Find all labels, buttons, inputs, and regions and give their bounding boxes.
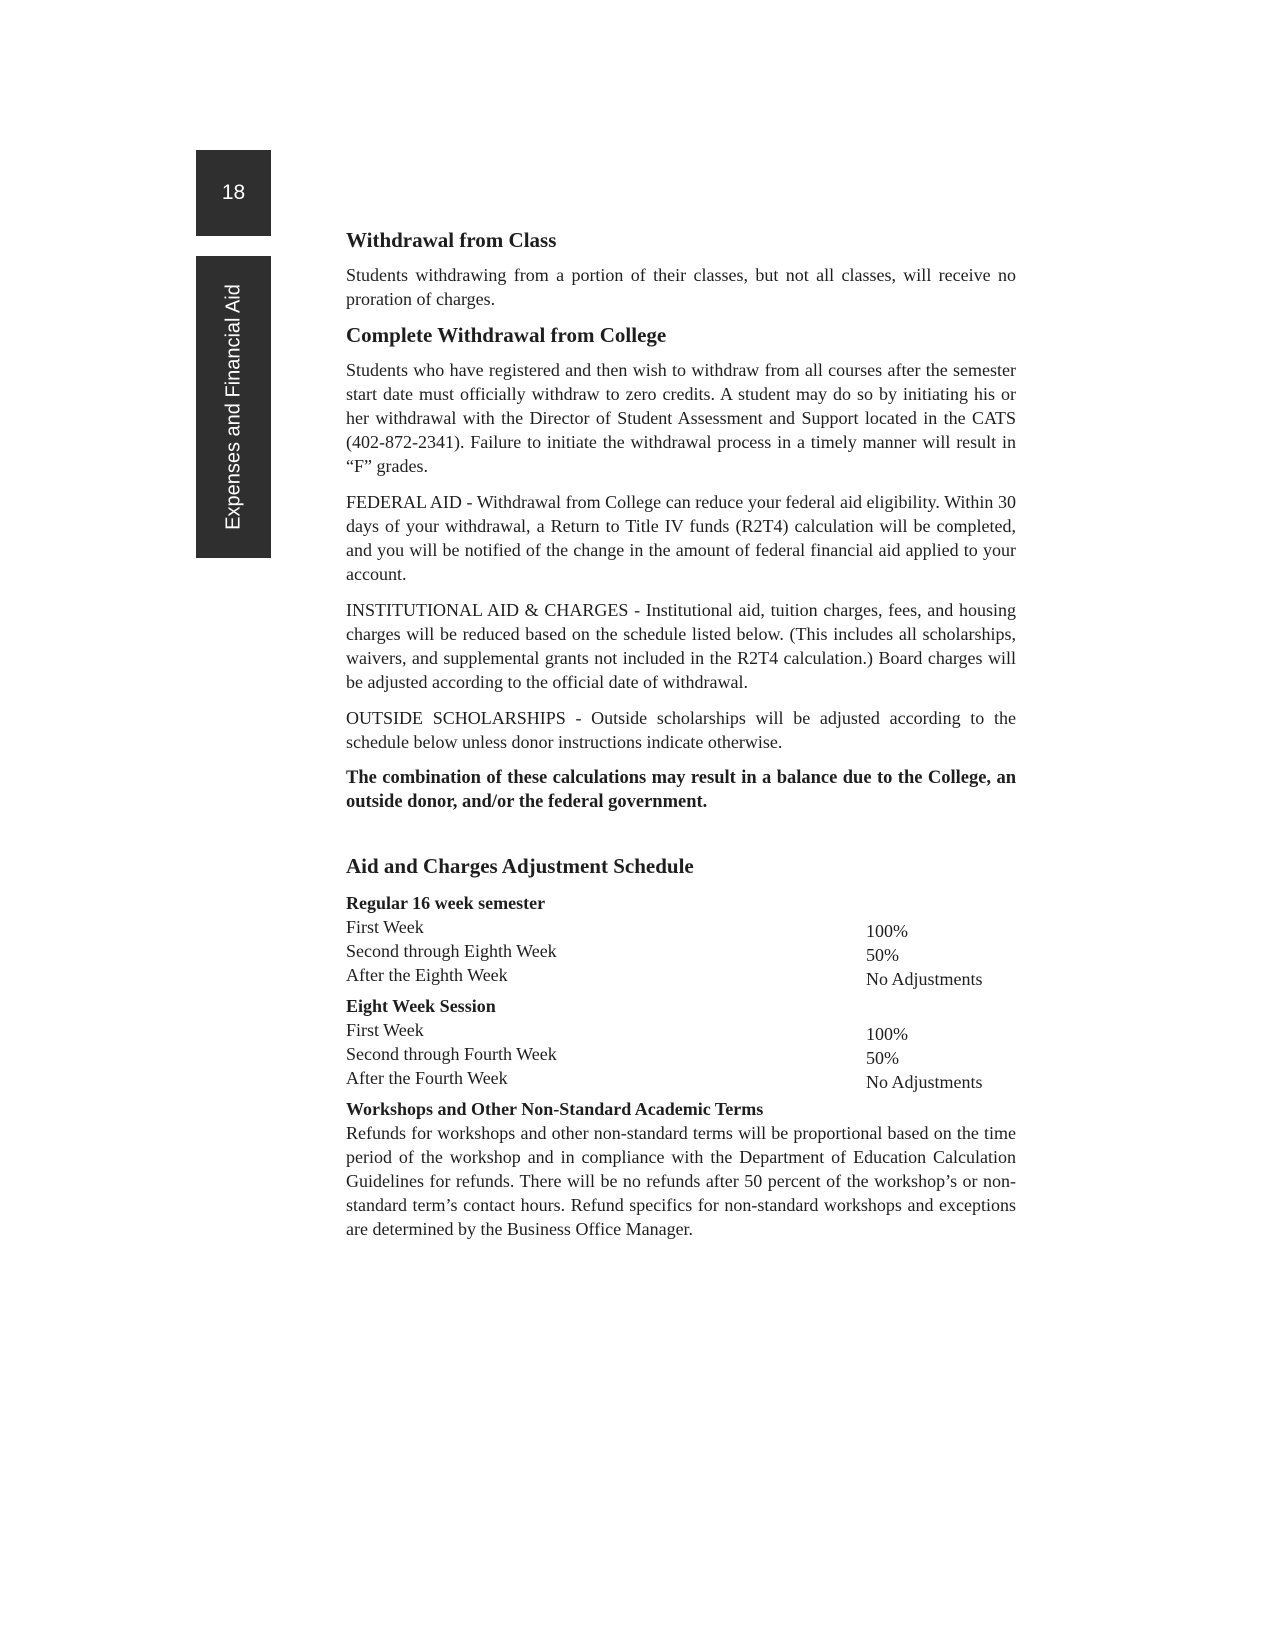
- schedule-row-label: After the Eighth Week: [346, 964, 508, 985]
- paragraph-outside-scholarships: OUTSIDE SCHOLARSHIPS - Outside scholarships will be adjusted according to the schedule below unless donor instructions indicate otherwise.: [346, 708, 1016, 753]
- paragraph-federal-aid: FEDERAL AID - Withdrawal from College can reduce your federal aid eligibility. Within 30 days of your withdrawal, a Return to Title IV funds (R2T4) calculation will be completed, and you will be notified of the change in the amount of federal financial aid applied to your account.: [346, 492, 1016, 585]
- schedule-row-label: First Week: [346, 916, 424, 937]
- adjustment-schedule: [346, 854, 1016, 1240]
- schedule-group-heading: Eight Week Session: [346, 995, 496, 1016]
- schedule-row-value: 50%: [866, 944, 899, 965]
- schedule-row-value: 50%: [866, 1047, 899, 1068]
- section-tab-label: Expenses and Financial Aid: [222, 284, 244, 530]
- page-content: [346, 228, 1016, 1249]
- schedule-group-heading: Workshops and Other Non-Standard Academic Terms: [346, 1098, 764, 1119]
- schedule-row-value: No Adjustments: [866, 1071, 983, 1092]
- schedule-row: [346, 963, 1016, 987]
- section-tab: [196, 256, 271, 558]
- schedule-row-label: Second through Fourth Week: [346, 1043, 557, 1064]
- schedule-row-value: 100%: [866, 920, 908, 941]
- balance-due-note: The combination of these calculations may result in a balance due to the College, an outside donor, and/or the federal government.: [346, 768, 1016, 813]
- schedule-group-heading: Regular 16 week semester: [346, 892, 546, 913]
- schedule-workshops: [346, 1098, 1016, 1241]
- heading-complete-withdrawal: Complete Withdrawal from College: [346, 323, 667, 348]
- schedule-row: [346, 939, 1016, 963]
- paragraph-workshops: Refunds for workshops and other non-standard terms will be proportional based on the time period of the workshop and in compliance with the Department of Education Calculation Guidelines for refunds. There will be no refunds after 50 percent of the workshop’s or non-standard term’s contact hours. Refund specifics for non-standard workshops and exceptions are determined by the Business Office Manager.: [346, 1122, 1016, 1239]
- schedule-eight-week-session: [346, 995, 1016, 1090]
- paragraph-withdrawal-class: Students withdrawing from a portion of their classes, but not all classes, will receive no proration of charges.: [346, 265, 1016, 310]
- schedule-row-label: Second through Eighth Week: [346, 940, 557, 961]
- schedule-regular-semester: [346, 892, 1016, 987]
- page-number: 18: [196, 150, 271, 236]
- schedule-row-value: No Adjustments: [866, 968, 983, 989]
- paragraph-institutional-aid: INSTITUTIONAL AID & CHARGES - Institutional aid, tuition charges, fees, and housing charges will be reduced based on the schedule listed below. (This includes all scholarships, waivers, and supplemental grants not included in the R2T4 calculation.) Board charges will be adjusted according to the official date of withdrawal.: [346, 600, 1016, 693]
- schedule-row-value: 100%: [866, 1023, 908, 1044]
- schedule-row: [346, 915, 1016, 939]
- heading-withdrawal-class: Withdrawal from Class: [346, 228, 557, 252]
- schedule-row-label: First Week: [346, 1019, 424, 1040]
- schedule-row: [346, 1018, 1016, 1042]
- paragraph-complete-withdrawal: Students who have registered and then wish to withdraw from all courses after the semester start date must officially withdraw to zero credits. A student may do so by initiating his or her withdrawal with the Director of Student Assessment and Support located in the CATS (402-872-2341). Failure to initiate the withdrawal process in a timely manner will result in “F” grades.: [346, 360, 1016, 477]
- schedule-row-label: After the Fourth Week: [346, 1067, 508, 1088]
- schedule-row: [346, 1042, 1016, 1066]
- schedule-row: [346, 1066, 1016, 1090]
- heading-adjustment-schedule: Aid and Charges Adjustment Schedule: [346, 854, 694, 879]
